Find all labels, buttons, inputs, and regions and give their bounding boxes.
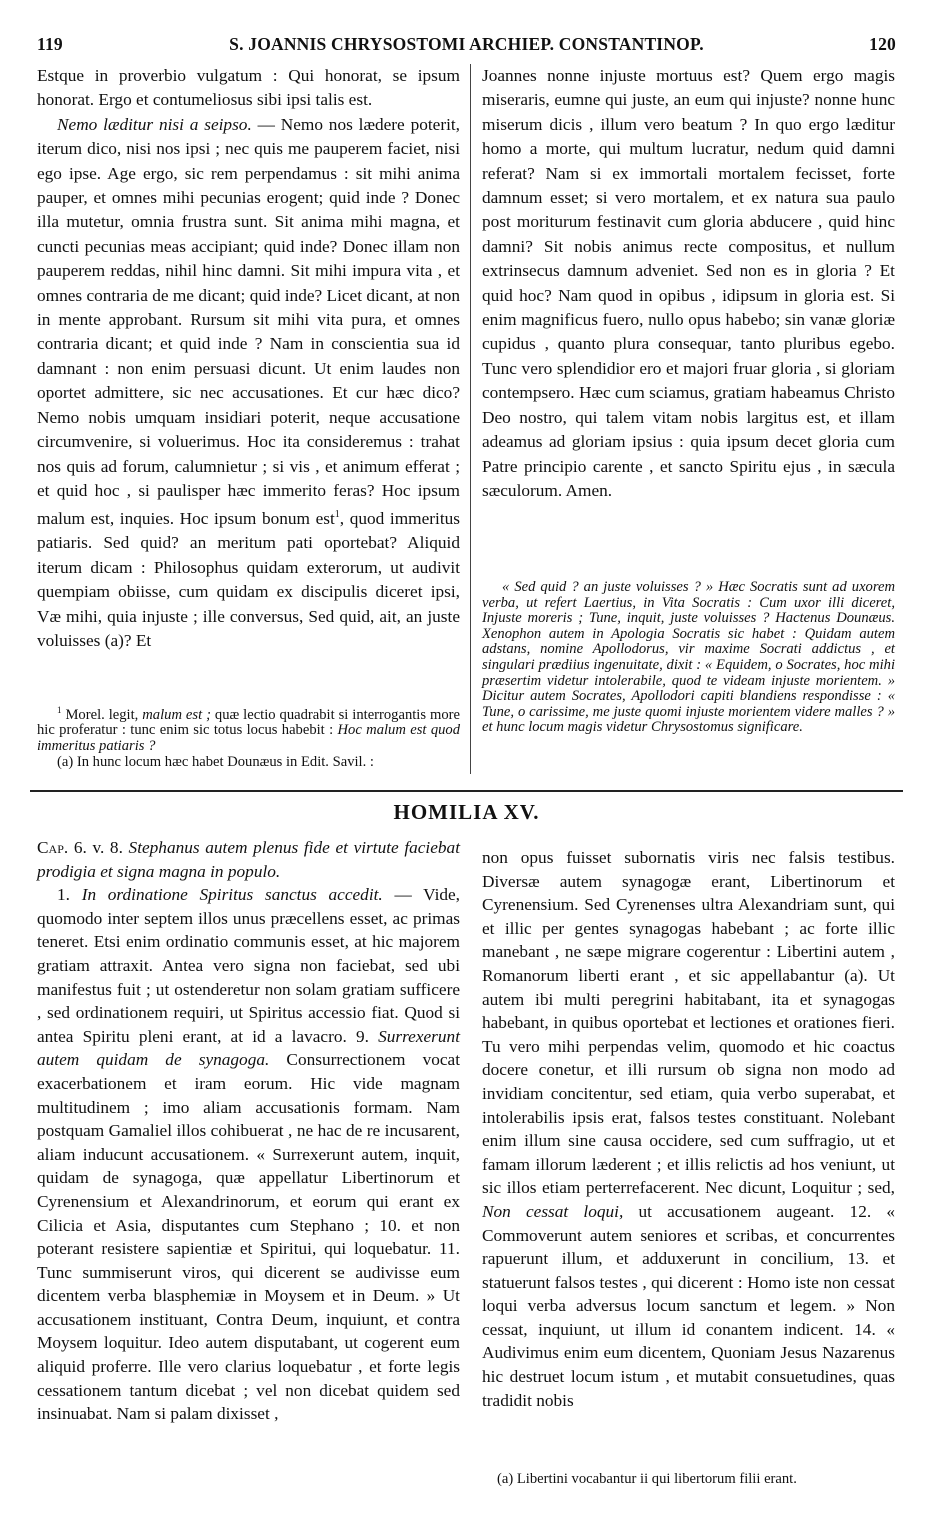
footnote-number: 1 [57,705,62,715]
cap-text: Stephanus autem plenus fide et virtute faciebat prodigia et signa magna in populo. [37,838,460,881]
homily-footnote: (a) Libertini vocabantur ii qui libertorum filii erant. [497,1471,797,1487]
paragraph-text: — Vide, quomodo inter septem illos unus præcellens esset, ac primas teneret. Etsi enim ordinatio communis esset, at hic majorem gratiam attraxit. Antea vero signa non faciebat, sed ubi manifestus fuit ; ut ostenderetur non solam gratiam sufficere , sed ordinationem requiri, ut Spiritus accessio fiat. Quod si antea Spiritu pleni erant, at id a lavacro. 9. [37,885,461,1046]
section-heading: In ordinatione Spiritus sanctus accedit. [81,885,383,905]
footnotes-left [37,703,460,770]
paragraph-text: non opus fuisset subornatis viris nec falsis testibus. Diversæ autem synagogæ erant, Libertinorum et Cyrenensium. Sed Cyrenenses ultra Alexandriam sunt, qui et illic per gentes synagogas habebant ; ac forte illic manebant , ne sæpe migrare cogerentur : Libertini autem , Romanorum liberti erant , et sic appellabantur (a). Ut autem ibi multi peregrini habitabant, ita et synagogas habebant, in quibus oportebat et lectiones et orationes fieri. Tu vero mihi perpendas velim, quomodo et hic coactus docere conetur, et illi rursum ob signa non modo ad invidiam concitentur, sed etiam, quia verbo superabat, et intolerabilis ipsis erat, falsos testes constituant. Nolebant enim illum sine causa occidere, sed cum suffragio, ut et famam illorum læderent ; et illis relictis ad hos veniunt, ut sic illos etiam perterrefacerent. Nec dicunt, Loquitur ; sed, [482,848,895,1198]
homily-title: HOMILIA XV. [393,800,540,824]
section-heading: Nemo læditur nisi a seipso. [57,114,252,134]
section-number: 1. [57,885,70,905]
footnote: « Sed quid ? an juste voluisses ? » Hæc Socratis sunt ad uxorem verba, ut refert Laertius, in Vita Socratis : Cum uxor illi diceret, Injuste moreris ; Tune, inquit, juste voluisses ? Hactenus Dounæus. Xenophon autem in Apologia Socratis sic habet : Quidam autem adstans, nomine Apollodorus, vir maxime Socrati addictus , et singulari prædiius ingenuitate, dixit : « Equidem, o Socrates, hoc mihi præsertim videtur intolerabile, quod te videam injuste morientem. » Dicitur autem Socrates, Apollodori capiti blandiens respondisse : « Tune, o carissime, me juste quomi injuste morientem videre malles ? » et hunc locum magis videtur Chrysostomus significare. [482,579,895,736]
footnote-italic: malum est ; [142,706,211,723]
footnote-ref: 1 [334,509,340,521]
footnote-text: quæ lectio quadrabit si interrogantis more hic proferatur : tunc enim sic totus locus habebit : [37,706,460,739]
paragraph-text: — Nemo nos lædere poterit, iterum dico, nisi nos ipsi ; nec quis me pauperem faciet, nisi ego ipse. Age ergo, sic rem perpendamus : sit mihi anima pauper, et omnes mihi pecunias erogent; quid inde ? Donec illa mutetur, omnia frustra sunt. Sit anima mihi magna, et cuncti pecunias meas accipiant; quid inde? Donec illam non pauperem reddas, nihil hinc damni. Sit mihi impura vita , et omnes contraria de me dicant; quid inde? Licet dicant, at non in mente approbant. Rursum sit mihi vita pura, et omnes contraria dicant; et quid inde ? Nam in conscientia sua id damnant : non enim persuasi dicunt. Ut enim laudes non oportet admittere, sic nec accusationes. Et cur hæc dico? Nemo nobis umquam insidiari poterit, neque accusatione circumvenire, si voluerimus. Hoc ita consideremus : trahat nos quis ad forum, calumnietur ; si vis , et animum efferat ; et quid hoc , si paulisper hæc immerito feras? Hoc ipsum malum est, inquies. Hoc ipsum bonum est [37,114,460,529]
cap-label: Cap. [37,838,69,857]
column-divider [470,64,471,774]
homily-right-column [482,846,895,1412]
footnotes-right [482,580,895,736]
scripture-quote: Surrexerunt autem quidam de synagoga. [37,1026,460,1070]
paragraph: Estque in proverbio vulgatum : Qui honorat, se ipsum honorat. Ergo et contumeliosus sibi ipsi talis est. [37,66,460,110]
section-rule [30,790,903,792]
homily-left-column [37,836,460,1426]
footnote-italic: Hoc malum est quod immeritus patiaris ? [37,722,461,755]
paragraph [37,883,460,1426]
top-left-column [37,64,461,651]
paragraph [37,113,460,654]
running-header [37,34,896,60]
top-right-column [482,64,895,592]
chapter-heading [37,836,460,883]
scripture-quote: Non cessat loqui, [482,1201,624,1221]
paragraph: Joannes nonne injuste mortuus est? Quem ergo magis miseraris, eumne qui juste, an eum qui injuste? nonne hunc miserum dicis , illum vero beatum ? In quo ergo læditur homo a morte, qui multum lucratur, nedum quid damni referat? Nam si ex immortali mortalem fecisset, forte damnum esset; si vero mortalem, et ex natura sua paulo post moriturum festinavit cum gloria abducere , quid hinc damni? Sit nobis animus recte compositus, et nullum extrinsecus damnum adveniet. Sed non es in gloria ? Et quid hoc? Nam quod in opibus , idipsum in gloria est. Si enim magnificus fuero, nullo opus habebo; sin vanæ gloriæ cupidus , quanto plura consequar, tanto pluribus egebo. Tunc vero splendidior ero et majori fruar gloria , si gloriam contempsero. Hæc cum sciamus, gratiam habeamus Christo Deo nostro, qui talem vitam nobis largitus est, et illam adeamus ad gloriam ipsius : quia ipsum decet gloria cum Patre principio carente , et sancto Spiritu ejus , in sæcula sæculorum. Amen. [482,66,895,500]
cap-reference: 6. v. 8. [68,838,129,857]
paragraph [482,846,895,1412]
paragraph-text: Consurrectionem vocat exacerbationem et iram eorum. Hic vide magnam multitudinem ; imo aliam accusationis formam. Nam postquam Gamaliel illos cohibuerat , ne hac de re incusarent, aliam inducunt accusationem. « Surrexerunt autem, inquit, quidam de synagoga, quæ appellatur Libertinorum et Cyrenensium et Alexandrinorum, et eorum qui erant ex Cilicia et Asia, disputantes cum Stephano ; 10. et non poterant resistere sapientiæ et Spiritui, qui loquebatur. 11. Tunc summiserunt viros, qui dicerent se audivisse eum dicentem verba blasphemiæ in Moysem et in Deum. » Ut accusationem instituant, Contra Deum, inquiunt, et contra Moysem loquitur. Ideo autem disputabant, ut cogerent eum aliquid proferre. Ille vero clarius loquebatur , et forte legis cessationem tantum dicebat ; vel non dicebat quidem sed insinuabat. Nam si palam dixisset , [37,1050,460,1424]
footnote-text: Morel. legit, [65,706,143,723]
paragraph-text: , quod immeritus patiaris. Sed quid? an meritum pati oportebat? Aliquid iterum dicam : Philosophus quidam exterorum, ut audivit quempiam obiisse, cum quidam ex discipulis diceret ipsi, Væ mihi, quia injuste ; ille conversus, Sed quid, ait, an juste voluisses (a)? Et [37,509,461,651]
page-number-left: 119 [37,34,63,54]
paragraph-text: ut accusationem augeant. 12. « Commoverunt autem seniores et scribas, et concurrentes rapuerunt illum, et adduxerunt in concilium, 13. et statuerunt falsos testes , qui dicerent : Homo iste non cessat loqui verba adversus locum sanctum et legem. » Non cessat, inquiunt, ut illum id conantem indicent. 14. « Audivimus enim eum dicentem, Quoniam Jesus Nazarenus hic destruet locum istum , et mutabit consuetudines, quas tradidit nobis [482,1201,895,1410]
footnote [37,703,460,755]
running-title: S. JOANNIS CHRYSOSTOMI ARCHIEP. CONSTANTINOP. [229,34,704,54]
footnote: (a) In hunc locum hæc habet Dounæus in Edit. Savil. : [57,753,374,770]
page-number-right: 120 [869,34,896,54]
